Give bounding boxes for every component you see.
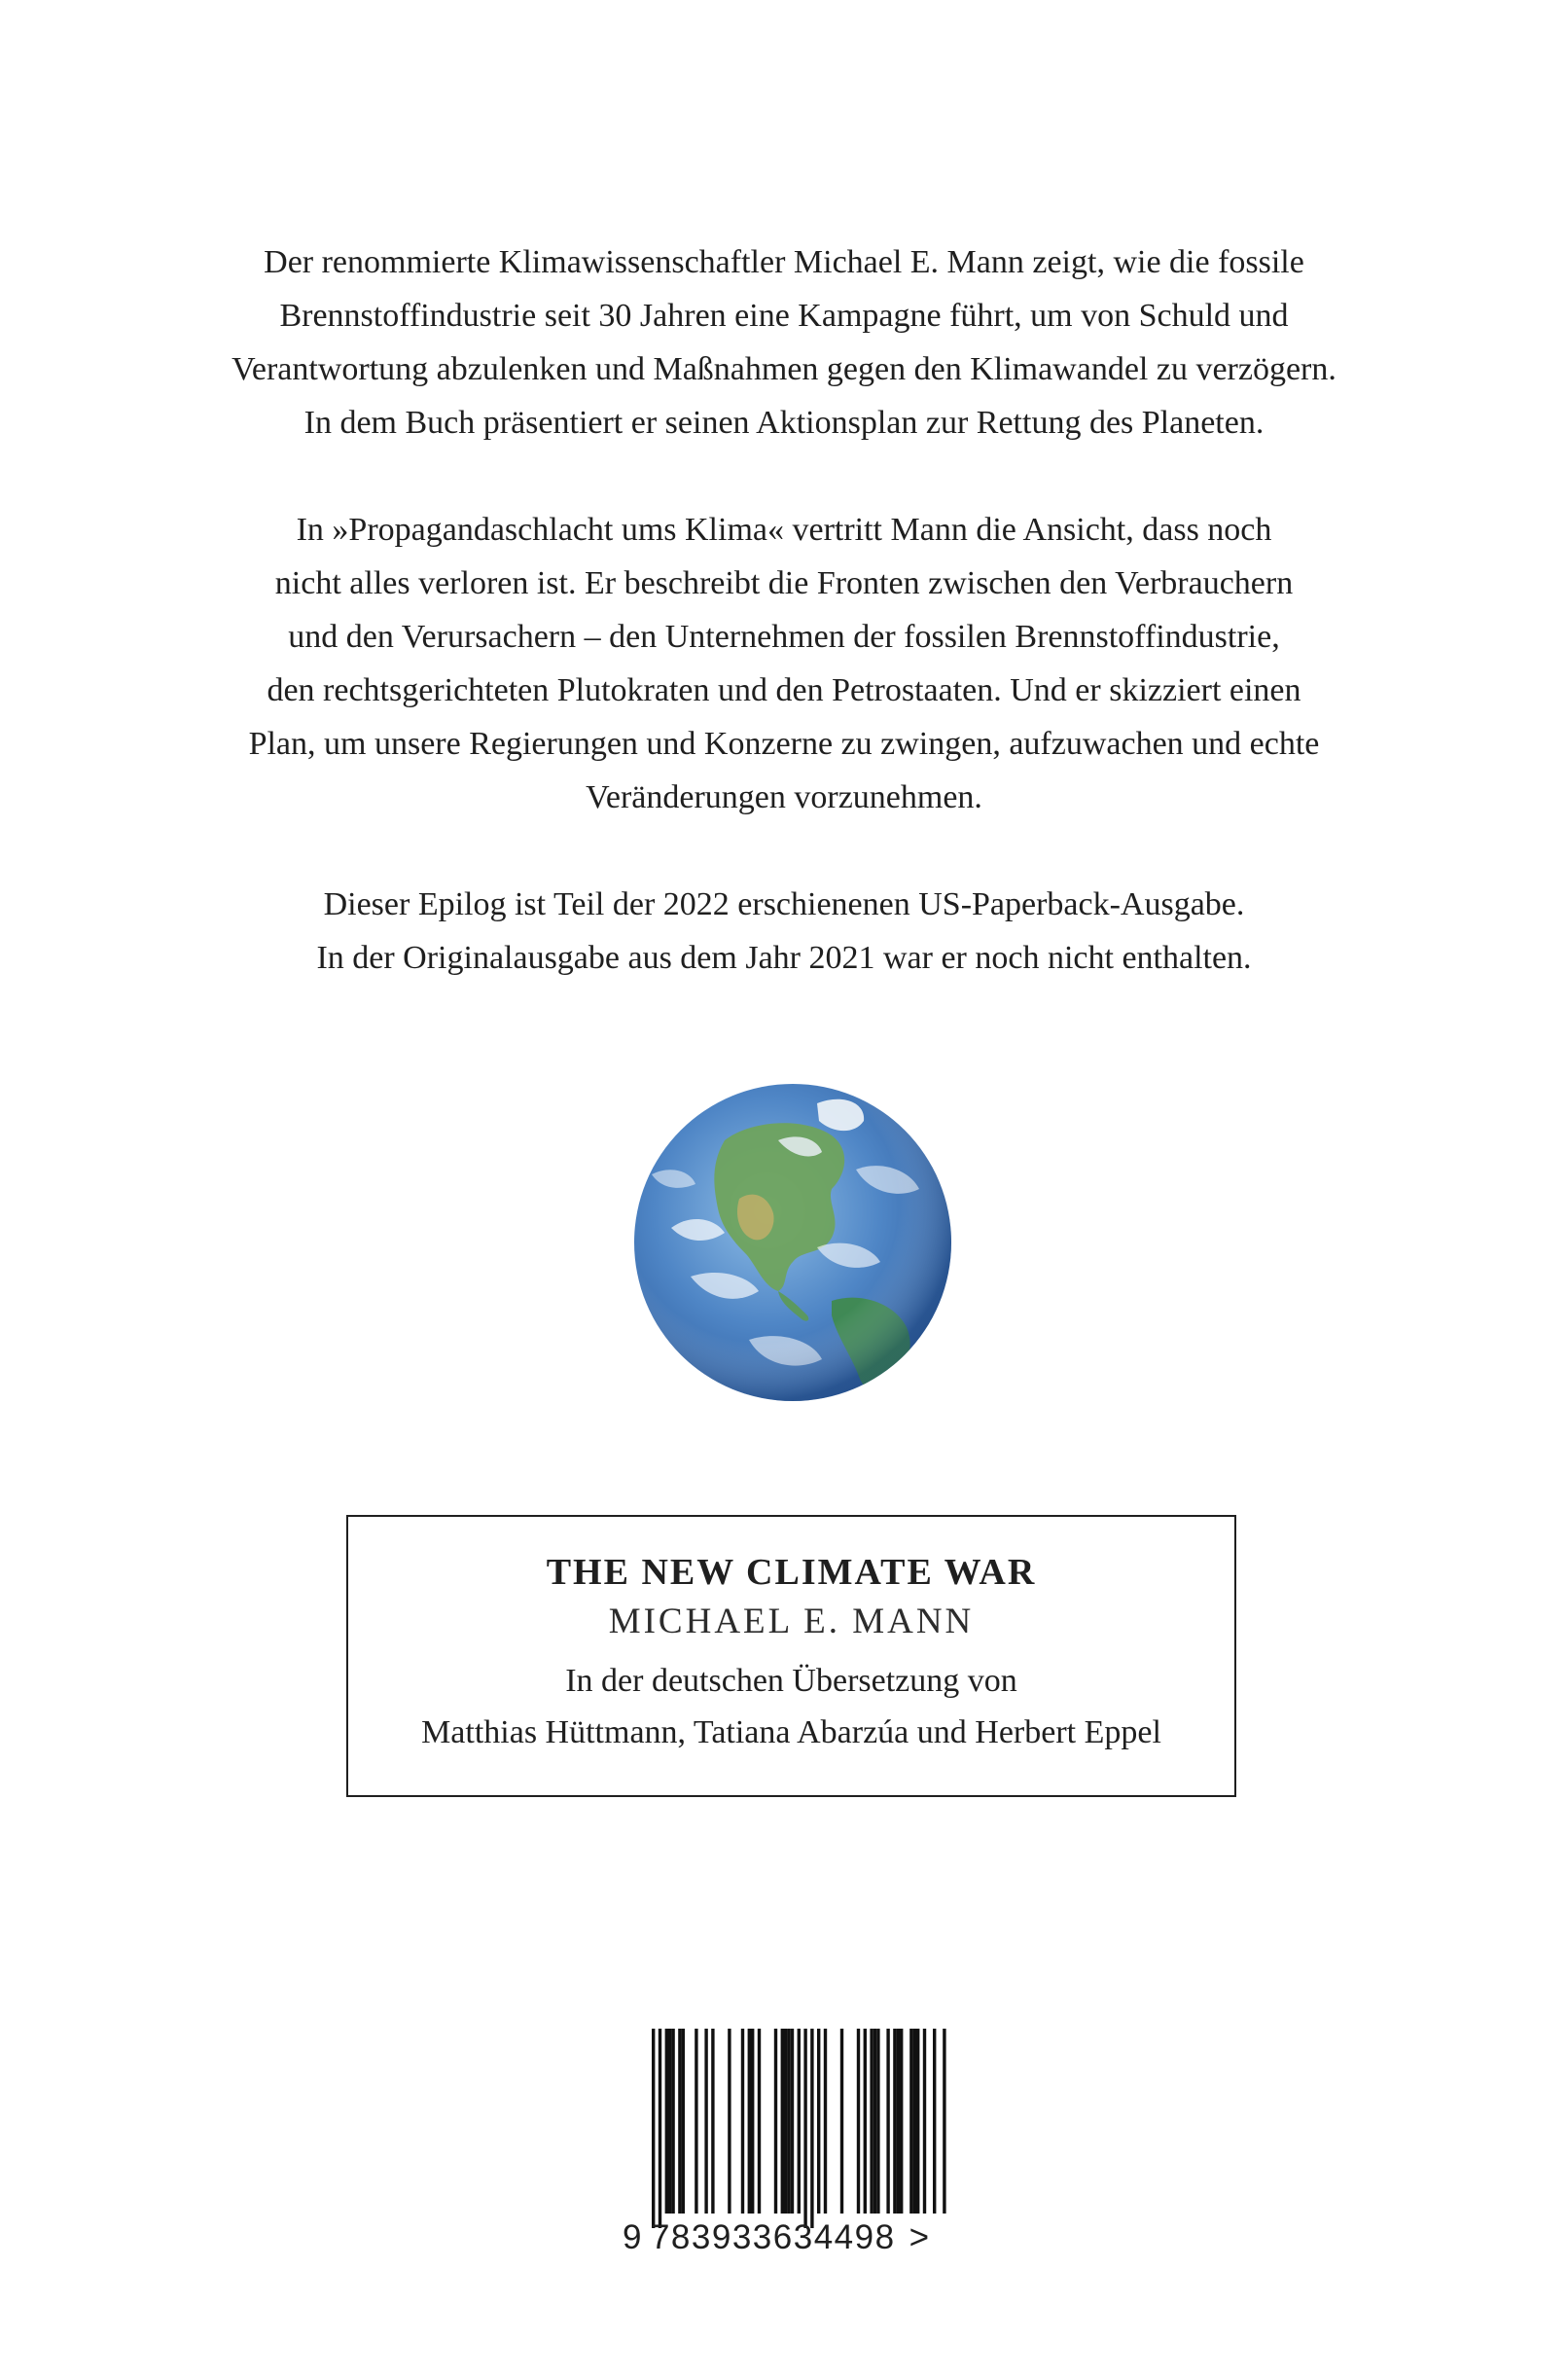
barcode-bar (781, 2029, 784, 2214)
barcode-bar (665, 2029, 668, 2214)
barcode-bar (659, 2029, 661, 2228)
blurb-line: Verantwortung abzulenken und Maßnahmen gegen den Klimawandel zu verzögern. (232, 351, 1336, 387)
barcode-bar (741, 2029, 744, 2214)
blurb-line: Dieser Epilog ist Teil der 2022 erschienenen US-Paperback-Ausgabe. (323, 886, 1245, 922)
barcode-bar (897, 2029, 900, 2214)
blurb-line: den rechtsgerichteten Plutokraten und den Petrostaaten. Und er skizziert einen (267, 672, 1301, 708)
barcode-bar (671, 2029, 674, 2214)
original-edition-credits (346, 1515, 1236, 1797)
isbn-right-digits: 634498 (772, 2218, 896, 2256)
barcode-bar (652, 2029, 655, 2228)
barcode-bar (758, 2029, 761, 2214)
blurb-line: Veränderungen vorzunehmen. (586, 779, 982, 815)
original-title: THE NEW CLIMATE WAR (546, 1552, 1037, 1593)
earth-globe-icon (632, 1082, 953, 1403)
barcode-bar (704, 2029, 707, 2214)
blurb-line: Brennstoffindustrie seit 30 Jahren eine Kampagne führt, um von Schuld und (279, 298, 1289, 334)
barcode-bar (870, 2029, 873, 2214)
barcode-bar (711, 2029, 714, 2214)
barcode-bar (943, 2029, 945, 2214)
blurb-line: und den Verursachern – den Unternehmen der fossilen Brennstoffindustrie, (288, 619, 1280, 655)
barcode-bar (791, 2029, 794, 2214)
barcode-bar (876, 2029, 879, 2214)
barcode-bar (886, 2029, 889, 2214)
barcode-bar (682, 2029, 685, 2214)
translators: Matthias Hüttmann, Tatiana Abarzúa und Herbert Eppel (421, 1714, 1161, 1750)
isbn-left-digits: 783933 (650, 2218, 773, 2256)
barcode-bar (678, 2029, 681, 2214)
barcode-bar (798, 2029, 801, 2214)
barcode-bar (803, 2029, 806, 2228)
barcode-bar (893, 2029, 896, 2214)
blurb-line: In dem Buch präsentiert er seinen Aktionsplan zur Rettung des Planeten. (303, 405, 1265, 441)
barcode-bar (909, 2029, 912, 2214)
blurb-paragraph-1 (146, 235, 1422, 450)
blurb-paragraph-2 (146, 503, 1422, 824)
barcode-bar (784, 2029, 787, 2214)
barcode-bar (873, 2029, 876, 2214)
back-cover-blurb (146, 235, 1422, 985)
barcode-bar (916, 2029, 919, 2214)
barcode-bar (810, 2029, 813, 2228)
translation-label: In der deutschen Übersetzung von (565, 1663, 1017, 1699)
barcode-bar (787, 2029, 790, 2214)
barcode-bar (728, 2029, 731, 2214)
isbn-end-marker: > (909, 2218, 931, 2256)
blurb-line: nicht alles verloren ist. Er beschreibt die Fronten zwischen den Verbrauchern (274, 565, 1294, 601)
blurb-line: Der renommierte Klimawissenschaftler Michael E. Mann zeigt, wie die fossile (264, 244, 1304, 280)
barcode-bar (817, 2029, 820, 2214)
blurb-line: In der Originalausgabe aus dem Jahr 2021 war er noch nicht enthalten. (316, 940, 1252, 976)
blurb-paragraph-3 (146, 878, 1422, 985)
original-author: MICHAEL E. MANN (608, 1602, 975, 1641)
isbn-digits (623, 2218, 973, 2257)
isbn-lead-digit: 9 (623, 2218, 643, 2256)
blurb-line: Plan, um unsere Regierungen und Konzerne zu zwingen, aufzuwachen und echte (248, 726, 1320, 762)
barcode-bar (751, 2029, 754, 2214)
barcode-bar (695, 2029, 697, 2214)
barcode-bar (840, 2029, 843, 2214)
barcode-bar (913, 2029, 916, 2214)
blurb-line: In »Propagandaschlacht ums Klima« vertritt Mann die Ansicht, dass noch (296, 512, 1272, 548)
barcode-bar (824, 2029, 827, 2214)
barcode-bar (774, 2029, 777, 2214)
barcode-bar (864, 2029, 867, 2214)
barcode-bar (857, 2029, 860, 2214)
barcode-bar (668, 2029, 671, 2214)
barcode-bar (900, 2029, 903, 2214)
barcode-bar (748, 2029, 751, 2214)
barcode-bar (923, 2029, 926, 2214)
barcode-bar (933, 2029, 936, 2214)
